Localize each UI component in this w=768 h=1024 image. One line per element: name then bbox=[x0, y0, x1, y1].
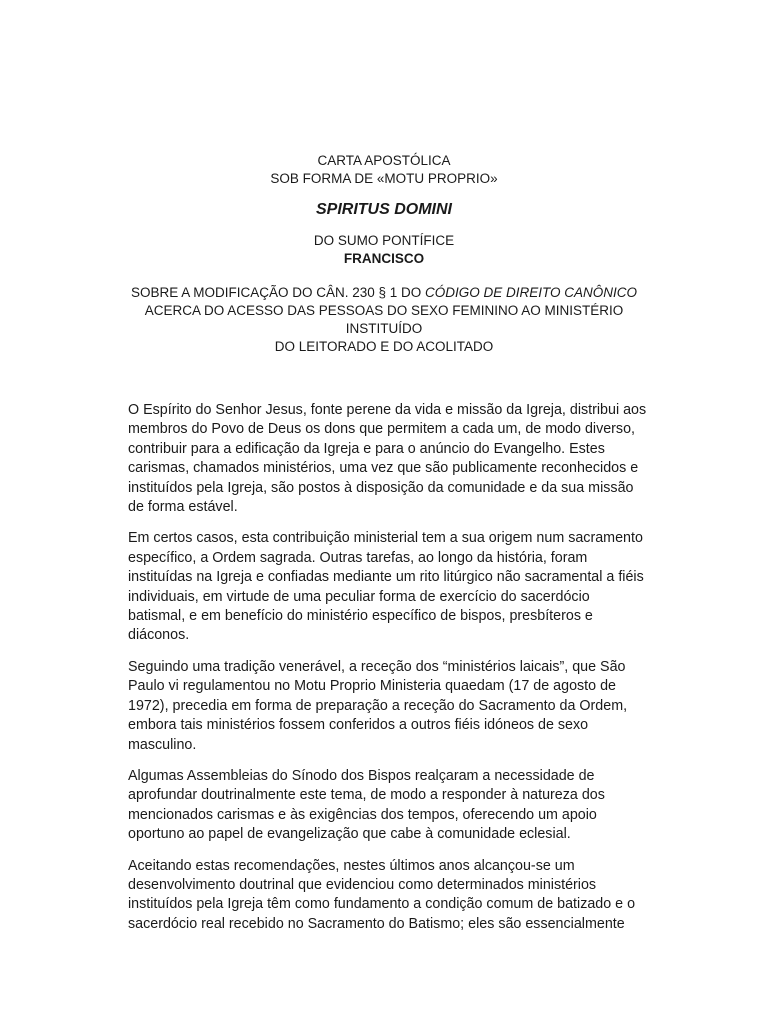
subject-line-2: ACERCA DO ACESSO DAS PESSOAS DO SEXO FEMININO AO MINISTÉRIO bbox=[144, 303, 624, 318]
subject-line-1 bbox=[0, 284, 768, 302]
letter-type: CARTA APOSTÓLICA bbox=[317, 153, 451, 168]
paragraph: O Espírito do Senhor Jesus, fonte perene da vida e missão da Igreja, distribui aos membros do Povo de Deus os dons que permitem a cada um, de modo diverso, contribuir para a edificação da Igreja e para o anúncio do Evangelho. Estes carismas, chamados ministérios, uma vez que são publicamente reconhecidos e instituídos pela Igreja, são postos à disposição da comunidade e da sua missão de forma estável. bbox=[128, 402, 647, 516]
document-body bbox=[128, 401, 648, 946]
paragraph: Seguindo uma tradição venerável, a receção dos “ministérios laicais”, que São Paulo vi regulamentou no Motu Proprio Ministeria quaedam (17 de agosto de 1972), precedia em forma de preparação a receção do Sacramento da Ordem, embora tais ministérios fossem conferidos a outros fiéis idóneos de sexo masculino. bbox=[128, 658, 628, 753]
paragraph: Aceitando estas recomendações, nestes últimos anos alcançou-se um desenvolvimento doutrinal que evidenciou como determinados ministérios instituídos pela Igreja têm como fundamento a condição comum de batizado e o sacerdócio real recebido no Sacramento do Batismo; eles são essencialmente bbox=[128, 857, 636, 932]
pontiff-name: FRANCISCO bbox=[343, 251, 425, 266]
paragraph: Algumas Assembleias do Sínodo dos Bispos realçaram a necessidade de aprofundar doutrinalmente este tema, de modo a responder à natureza dos mencionados carismas e às exigências dos tempos, oferecendo um apoio oportuno ao papel de evangelização que cabe à comunidade eclesial. bbox=[128, 767, 605, 843]
document-title: SPIRITUS DOMINI bbox=[315, 201, 452, 218]
letter-form: SOB FORMA DE «MOTU PROPRIO» bbox=[270, 171, 498, 186]
subject-line-1-prefix: SOBRE A MODIFICAÇÃO DO CÂN. 230 § 1 DO bbox=[130, 285, 426, 300]
pontiff-label: DO SUMO PONTÍFICE bbox=[313, 233, 455, 248]
document-subject bbox=[0, 284, 768, 356]
paragraph: Em certos casos, esta contribuição ministerial tem a sua origem num sacramento específico, a Ordem sagrada. Outras tarefas, ao longo da história, foram instituídas na Igreja e confiadas mediante um rito litúrgico não sacramental a fiéis individuais, em virtude de uma peculiar forma de exercício do sacerdócio batismal, e em benefício do ministério específico de bispos, presbíteros e diáconos. bbox=[128, 530, 644, 644]
document-header bbox=[0, 152, 768, 356]
subject-line-3: INSTITUÍDO bbox=[345, 321, 423, 336]
code-title: CÓDIGO DE DIREITO CANÔNICO bbox=[425, 285, 638, 300]
subject-line-4: DO LEITORADO E DO ACOLITADO bbox=[274, 339, 494, 354]
